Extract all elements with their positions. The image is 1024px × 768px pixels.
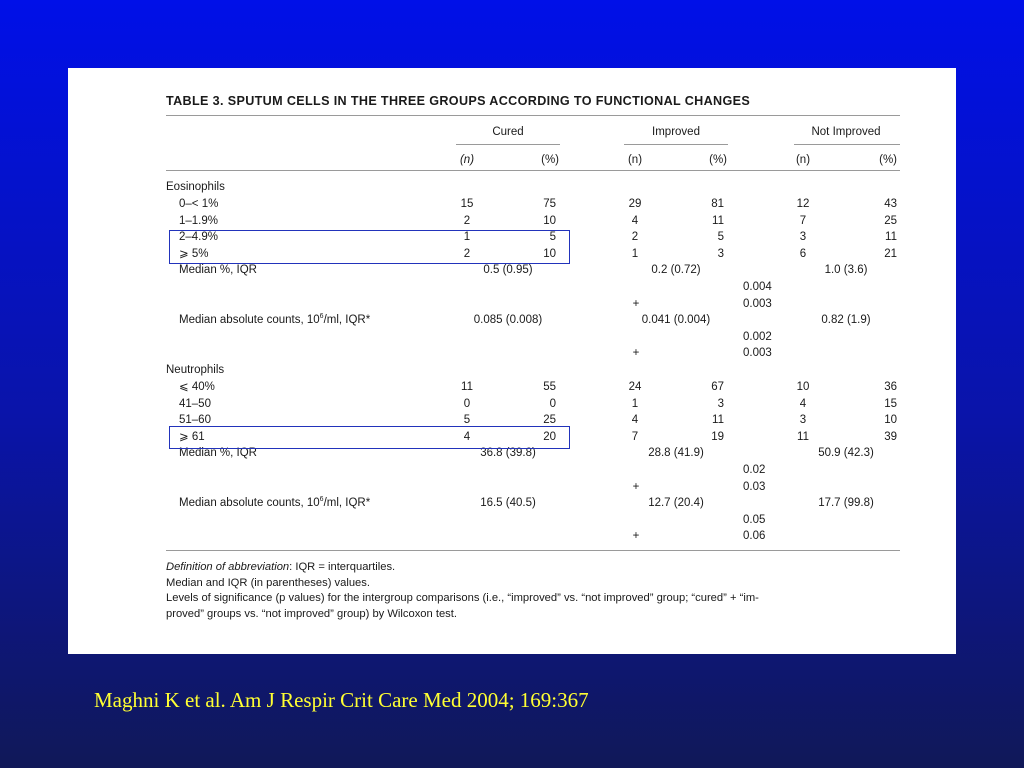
eosinophils-cell: 3 (799, 231, 807, 244)
eosinophils-row-label: 0–< 1% (179, 198, 219, 210)
eosinophils-row (166, 213, 900, 229)
neutrophils-cell: 11 (712, 414, 724, 427)
eosinophils-cell: 5 (549, 231, 556, 244)
neutrophils-row (166, 396, 900, 412)
neutrophils-cell: 36 (884, 381, 897, 393)
neutrophils-cell: 1 (631, 397, 639, 410)
neutrophils-cell: 39 (884, 430, 897, 443)
neutrophils-sig2-bottom-value: 0.06 (743, 530, 766, 543)
eosinophils-cell: 75 (543, 198, 556, 210)
group-improved-header: Improved (652, 126, 700, 138)
neutrophils-median-pct-value: 36.8 (39.8) (480, 447, 536, 460)
neutrophils-cell: 19 (711, 430, 724, 443)
neutrophils-section-label-row (166, 362, 900, 378)
eosinophils-median-abs-value: 0.085 (0.008) (473, 314, 543, 327)
eosinophils-cell: 10 (543, 247, 556, 260)
eosinophils-sig2-top-value: 0.002 (743, 330, 772, 343)
footnote-significance: Levels of significance (p values) for the intergroup comparisons (i.e., “improved” vs. “not improved” group; “cured” + “im- (166, 592, 759, 604)
neutrophils-sig1-bottom-value: 0.03 (743, 480, 766, 493)
eosinophils-section-label-row (166, 179, 900, 195)
eosinophils-cell: 29 (628, 198, 642, 210)
not-improved-n-header: (n) (795, 154, 811, 166)
neutrophils-label: Neutrophils (166, 364, 225, 376)
table-slide-panel (68, 68, 956, 654)
eosinophils-sig1-top-row (166, 279, 900, 295)
eosinophils-median-pct-value: 0.5 (0.95) (483, 264, 533, 277)
title-rule (166, 115, 900, 116)
eosinophils-cell: 2 (631, 231, 639, 244)
eosinophils-cell: 11 (885, 231, 897, 244)
eosinophils-cell: 81 (711, 198, 724, 210)
table-footnotes (166, 560, 900, 622)
neutrophils-median-pct-value: 50.9 (42.3) (818, 447, 874, 460)
citation-caption: Maghni K et al. Am J Respir Crit Care Med 2004; 169:367 (94, 688, 589, 712)
sputum-table (166, 68, 900, 654)
table-title: TABLE 3. SPUTUM CELLS IN THE THREE GROUPS ACCORDING TO FUNCTIONAL CHANGES (166, 94, 751, 108)
neutrophils-cell: 0 (549, 397, 556, 410)
group-not-improved-header: Not Improved (811, 126, 881, 138)
neutrophils-median-abs-label (179, 495, 370, 511)
neutrophils-cell: 10 (884, 414, 897, 427)
eosinophils-sig1-bottom-value: 0.003 (743, 297, 772, 310)
neutrophils-cell: 10 (796, 381, 810, 393)
eosinophils-cell: 21 (884, 247, 897, 260)
footnote-significance-cont: proved” groups vs. “not improved” group) by Wilcoxon test. (166, 607, 457, 620)
neutrophils-sig1-top-row (166, 462, 900, 478)
eosinophils-sig2-bottom-value: 0.003 (743, 347, 772, 360)
eosinophils-cell: 6 (799, 247, 807, 260)
group-header-row (166, 124, 900, 140)
neutrophils-sig2-top-value: 0.05 (743, 513, 766, 526)
cured-n-header: (n) (459, 154, 475, 166)
eosinophils-cell: 5 (717, 231, 724, 244)
eosinophils-highlight-box (169, 230, 570, 264)
improved-header-rule (624, 144, 728, 145)
neutrophils-cell: 67 (711, 381, 724, 393)
eosinophils-sig1-plus: + (632, 297, 640, 310)
eosinophils-sig2-bottom-row (166, 345, 900, 361)
neutrophils-cell: 20 (543, 430, 556, 443)
neutrophils-median-abs-label-pre: Median absolute counts, 10 (179, 497, 320, 510)
definition-text: : IQR = interquartiles. (289, 561, 396, 573)
neutrophils-sig2-top-row (166, 512, 900, 528)
eosinophils-label: Eosinophils (166, 181, 225, 193)
definition-label: Definition of abbreviation (166, 561, 290, 573)
neutrophils-median-pct-value: 28.8 (41.9) (648, 447, 704, 460)
eosinophils-row-label: ⩾ 5% (179, 247, 209, 260)
eosinophils-sig2-plus: + (632, 347, 640, 360)
neutrophils-cell: 11 (797, 430, 809, 443)
eosinophils-median-abs-label (179, 312, 370, 328)
eosinophils-sig1-bottom-row (166, 296, 900, 312)
eosinophils-median-pct-label: Median %, IQR (179, 264, 257, 277)
neutrophils-cell: 55 (543, 381, 556, 393)
eosinophils-median-abs-label-post: /ml, IQR* (323, 314, 371, 327)
neutrophils-sig2-bottom-row (166, 528, 900, 544)
eosinophils-median-abs-label-sup: 6 (319, 313, 324, 321)
eosinophils-sig2-top-row (166, 329, 900, 345)
neutrophils-cell: 3 (799, 414, 807, 427)
eosinophils-cell: 3 (717, 247, 724, 260)
neutrophils-cell: 5 (463, 414, 471, 427)
neutrophils-sig2-plus: + (632, 530, 640, 543)
neutrophils-median-abs-value: 16.5 (40.5) (480, 497, 536, 510)
improved-pct-header: (%) (709, 154, 727, 166)
eosinophils-cell: 2 (463, 247, 471, 260)
eosinophils-median-abs-value: 0.82 (1.9) (821, 314, 871, 327)
neutrophils-highlight-box (169, 426, 570, 449)
eosinophils-cell: 11 (712, 214, 724, 227)
neutrophils-row-label: ⩾ 61 (179, 430, 205, 443)
neutrophils-median-abs-value: 12.7 (20.4) (648, 497, 704, 510)
neutrophils-cell: 4 (799, 397, 807, 410)
neutrophils-cell: 7 (631, 430, 639, 443)
neutrophils-cell: 4 (463, 430, 471, 443)
neutrophils-median-pct-label: Median %, IQR (179, 447, 257, 460)
neutrophils-cell: 3 (717, 397, 724, 410)
cured-header-rule (456, 144, 560, 145)
not-improved-header-rule (794, 144, 900, 145)
header-rule (166, 170, 900, 171)
eosinophils-cell: 1 (631, 247, 639, 260)
not-improved-pct-header: (%) (879, 154, 897, 166)
neutrophils-row (166, 379, 900, 395)
neutrophils-cell: 15 (884, 397, 897, 410)
eosinophils-median-abs-row (166, 312, 900, 328)
eosinophils-cell: 12 (796, 198, 810, 210)
eosinophils-cell: 7 (799, 214, 807, 227)
neutrophils-row-label: 51–60 (179, 414, 211, 427)
improved-n-header: (n) (627, 154, 643, 166)
group-cured-header: Cured (492, 126, 524, 138)
eosinophils-cell: 2 (463, 214, 471, 227)
eosinophils-median-pct-value: 1.0 (3.6) (824, 264, 868, 277)
subheader-row (166, 152, 900, 168)
footnote-median: Median and IQR (in parentheses) values. (166, 576, 370, 589)
neutrophils-cell: 0 (463, 397, 471, 410)
neutrophils-cell: 11 (461, 381, 473, 393)
neutrophils-median-abs-label-sup: 6 (319, 496, 324, 504)
eosinophils-median-abs-label-pre: Median absolute counts, 10 (179, 314, 320, 327)
neutrophils-cell: 25 (543, 414, 556, 427)
eosinophils-median-pct-value: 0.2 (0.72) (651, 264, 701, 277)
neutrophils-median-abs-row (166, 495, 900, 511)
eosinophils-cell: 43 (884, 198, 897, 210)
eosinophils-cell: 1 (463, 231, 471, 244)
neutrophils-sig1-plus: + (632, 480, 640, 493)
neutrophils-cell: 4 (631, 414, 639, 427)
neutrophils-sig1-bottom-row (166, 479, 900, 495)
neutrophils-cell: 24 (628, 381, 642, 393)
eosinophils-row (166, 196, 900, 212)
neutrophils-sig1-top-value: 0.02 (743, 464, 766, 476)
eosinophils-row-label: 1–1.9% (179, 214, 219, 227)
neutrophils-row-label: ⩽ 40% (179, 381, 215, 393)
eosinophils-median-abs-value: 0.041 (0.004) (641, 314, 711, 327)
eosinophils-cell: 4 (631, 214, 639, 227)
eosinophils-row-label: 2–4.9% (179, 231, 219, 244)
neutrophils-median-abs-value: 17.7 (99.8) (818, 497, 874, 510)
eosinophils-cell: 10 (543, 214, 556, 227)
neutrophils-row-label: 41–50 (179, 397, 211, 410)
cured-pct-header: (%) (541, 154, 559, 166)
eosinophils-median-pct-row (166, 262, 900, 278)
eosinophils-sig1-top-value: 0.004 (743, 281, 772, 293)
footnote-definition (166, 560, 900, 576)
footer-rule (166, 550, 900, 551)
neutrophils-median-abs-label-post: /ml, IQR* (323, 497, 371, 510)
eosinophils-cell: 25 (884, 214, 897, 227)
eosinophils-cell: 15 (460, 198, 474, 210)
